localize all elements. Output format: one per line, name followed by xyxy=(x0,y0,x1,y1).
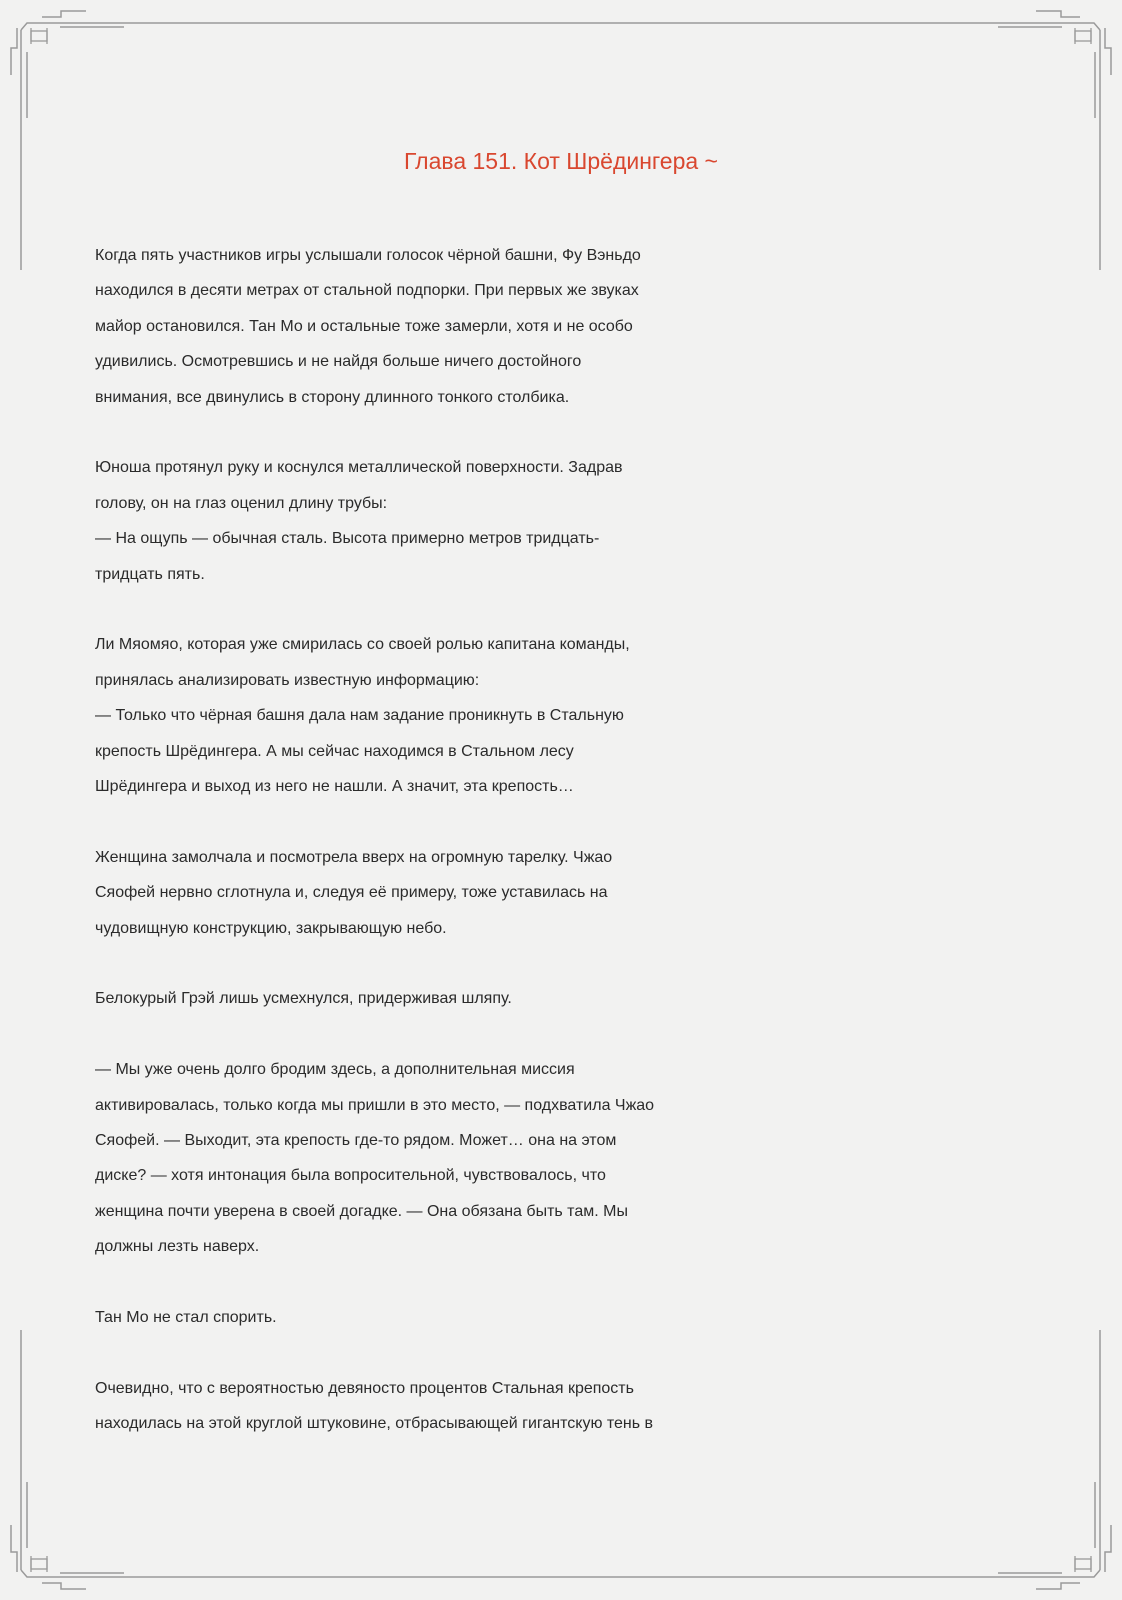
text-line: — На ощупь — обычная сталь. Высота примерно метров тридцать- xyxy=(95,530,600,548)
text-line: Белокурый Грэй лишь усмехнулся, придерживая шляпу. xyxy=(95,990,512,1008)
paragraph xyxy=(95,840,1030,946)
text-line: находился в десяти метрах от стальной подпорки. При первых же звуках xyxy=(95,282,639,300)
border-bottom xyxy=(21,1570,1100,1577)
chapter-body xyxy=(95,238,1030,1477)
text-line: чудовищную конструкцию, закрывающую небо. xyxy=(95,919,447,937)
paragraph xyxy=(95,1300,1030,1335)
text-line: должны лезть наверх. xyxy=(95,1238,260,1256)
text-line: майор остановился. Тан Мо и остальные тоже замерли, хотя и не особо xyxy=(95,317,633,335)
text-line: женщина почти уверена в своей догадке. — Она обязана быть там. Мы xyxy=(95,1202,628,1220)
text-line: удивились. Осмотревшись и не найдя больше ничего достойного xyxy=(95,353,582,371)
text-line: — Мы уже очень долго бродим здесь, а дополнительная миссия xyxy=(95,1061,575,1079)
text-line: принялась анализировать известную информацию: xyxy=(95,671,480,689)
chapter-title: Глава 151. Кот Шрёдингера ~ xyxy=(404,148,718,174)
text-line: активировалась, только когда мы пришли в это место, — подхватила Чжао xyxy=(95,1096,655,1114)
corner-ornament-top-left xyxy=(11,11,124,118)
text-line: Женщина замолчала и посмотрела вверх на огромную тарелку. Чжао xyxy=(95,848,613,866)
border-top xyxy=(21,23,1100,30)
text-line: находилась на этой круглой штуковине, отбрасывающей гигантскую тень в xyxy=(95,1415,654,1433)
text-line: Очевидно, что с вероятностью девяносто процентов Стальная крепость xyxy=(95,1379,634,1397)
text-line: Когда пять участников игры услышали голосок чёрной башни, Фу Вэньдо xyxy=(95,247,641,264)
corner-ornament-top-right xyxy=(998,11,1111,118)
text-line: Сяофей. — Выходит, эта крепость где-то рядом. Может… она на этом xyxy=(95,1132,617,1150)
paragraph xyxy=(95,238,1030,415)
paragraph xyxy=(95,627,1030,804)
text-line: Сяофей нервно сглотнула и, следуя её примеру, тоже уставилась на xyxy=(95,884,608,902)
paragraph xyxy=(95,450,1030,592)
text-line: Ли Мяомяо, которая уже смирилась со своей ролью капитана команды, xyxy=(95,636,630,654)
text-line: Тан Мо не стал спорить. xyxy=(95,1309,277,1327)
text-line: крепость Шрёдингера. А мы сейчас находимся в Стальном лесу xyxy=(95,742,574,760)
corner-ornament-bottom-right xyxy=(998,1482,1111,1589)
paragraph xyxy=(95,1052,1030,1264)
paragraph xyxy=(95,981,1030,1016)
text-line: Юноша протянул руку и коснулся металлической поверхности. Задрав xyxy=(95,459,623,477)
text-line: — Только что чёрная башня дала нам задание проникнуть в Стальную xyxy=(95,707,624,725)
paragraph xyxy=(95,1371,1030,1442)
corner-ornament-bottom-left xyxy=(11,1482,124,1589)
text-line: тридцать пять. xyxy=(95,565,205,583)
text-line: Шрёдингера и выход из него не нашли. А значит, эта крепость… xyxy=(95,778,574,796)
text-line: диске? — хотя интонация была вопросительной, чувствовалось, что xyxy=(95,1167,606,1185)
text-line: голову, он на глаз оценил длину трубы: xyxy=(95,494,388,512)
text-line: внимания, все двинулись в сторону длинного тонкого столбика. xyxy=(95,388,570,406)
